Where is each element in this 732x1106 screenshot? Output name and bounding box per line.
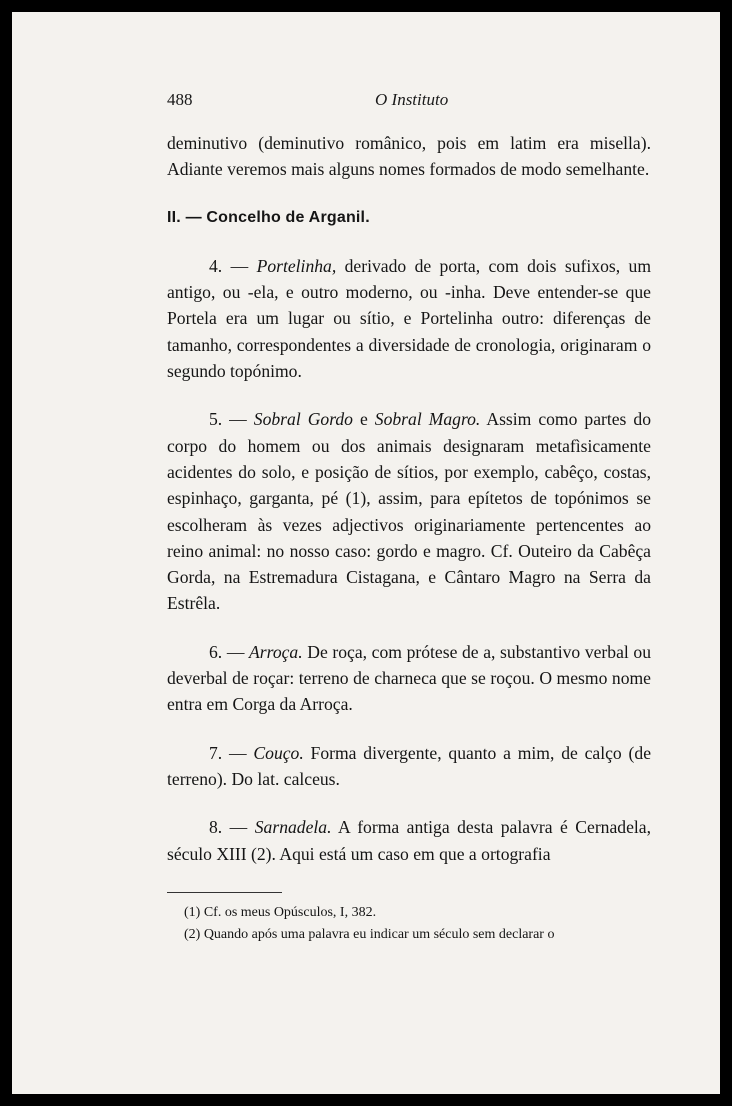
intro-paragraph: deminutivo (deminutivo românico, pois em latim era misella). Adiante veremos mais alguns nomes formados de modo semelhante. <box>167 133 651 180</box>
entry-8: 8. — Sarnadela. A forma antiga desta palavra é Cernadela, século XIII (2). Aqui está um caso em que a ortografia <box>167 817 651 864</box>
section-heading: II. — Concelho de Arganil. <box>167 208 370 226</box>
entry-term: Arroça. <box>249 641 303 662</box>
entry-4: 4. — Portelinha, derivado de porta, com dois sufixos, um antigo, ou -ela, e outro moderno, ou -inha. Deve entender-se que Portela era um lugar ou sítio, e Portelinha outro: diferenças de tamanho, correspondentes a diversidade de cronologia, originaram o segundo topónimo. <box>167 255 651 382</box>
entry-term: Portelinha, <box>256 255 337 276</box>
entry-term: Sarnadela. <box>254 817 332 838</box>
entry-7: 7. — Couço. Forma divergente, quanto a mim, de calço (de terreno). Do lat. calceus. <box>167 742 651 789</box>
body-text <box>167 130 651 867</box>
entry-term: Sobral Magro. <box>374 409 481 430</box>
footnote-rule <box>167 892 282 893</box>
footnote-1: (1) Cf. os meus Opúsculos, I, 382. <box>184 905 377 920</box>
entry-term: Sobral Gordo <box>253 409 353 430</box>
footnotes <box>184 902 654 946</box>
entry-5: 5. — Sobral Gordo e Sobral Magro. Assim como partes do corpo do homem ou dos animais designaram metafìsicamente acidentes do solo, e posição de sítios, por exemplo, cabêço, costas, espinhaço, garganta, pé (1), assim, para epítetos de topónimos se escolheram às vezes adjectivos originariamente pertencentes ao reino animal: no nosso caso: gordo e magro. Cf. Outeiro da Cabêça Gorda, na Estremadura Cistagana, e Cântaro Magro na Serra da Estrêla. <box>167 409 651 614</box>
page <box>12 12 720 1094</box>
entry-term: Couço. <box>253 742 304 763</box>
page-number: 488 <box>167 90 193 109</box>
entry-6: 6. — Arroça. De roça, com prótese de a, substantivo verbal ou deverbal de roçar: terreno de charneca que se roçou. O mesmo nome entra em Corga da Arroça. <box>167 641 651 715</box>
footnote-2: (2) Quando após uma palavra eu indicar um século sem declarar o <box>184 927 555 942</box>
journal-title: O Instituto <box>375 90 449 109</box>
